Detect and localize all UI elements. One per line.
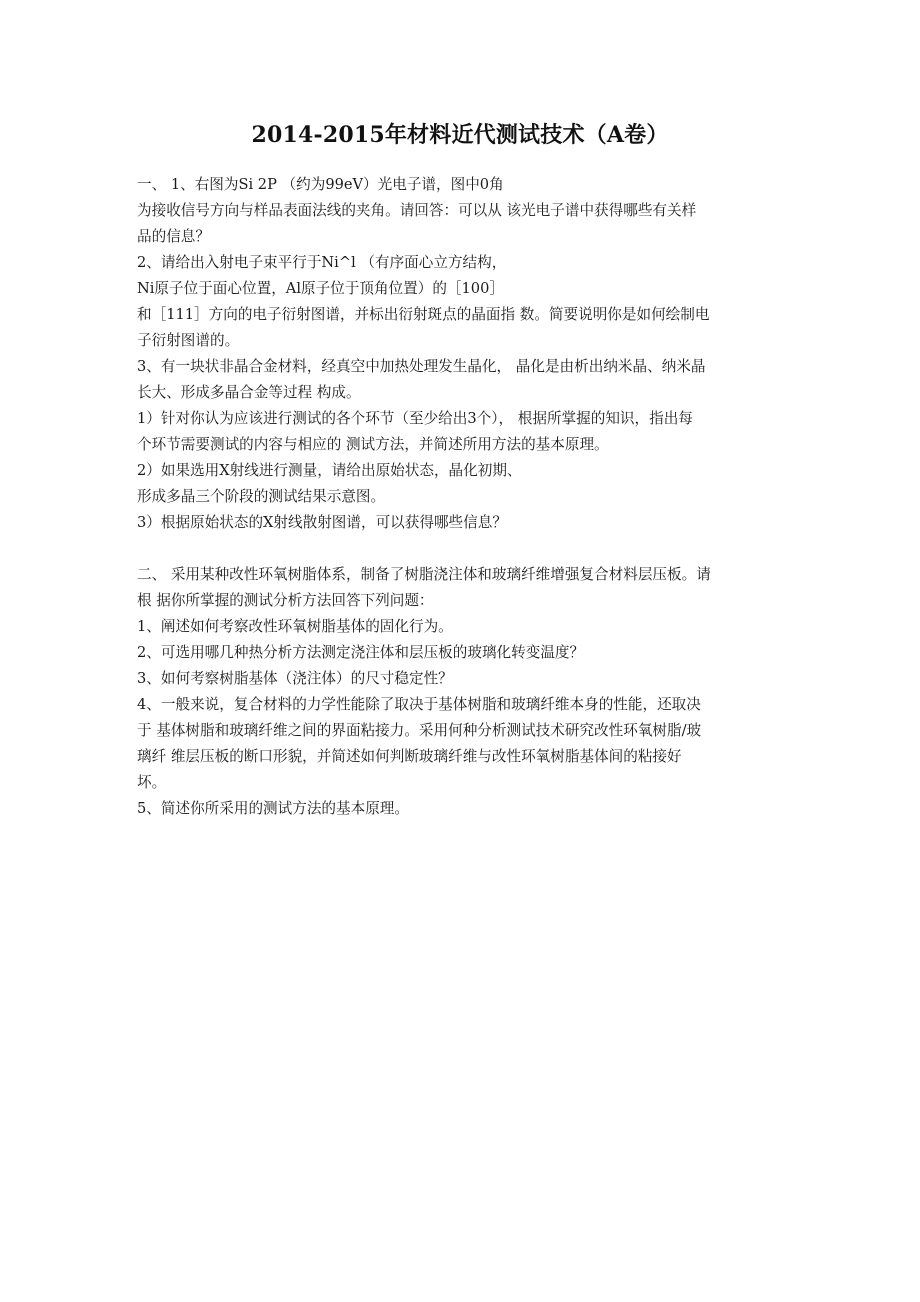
text-line: 坏。 <box>137 774 167 791</box>
text-line: 个环节需要测试的内容与相应的 测试方法，并简述所用方法的基本原理。 <box>137 436 609 453</box>
text-line: 品的信息？ <box>137 228 210 245</box>
text-line: 一、 1、右图为Si 2P （约为99eV）光电子谱，图中0角 <box>137 176 504 193</box>
text-line: 2、可选用哪几种热分析方法测定浇注体和层压板的玻璃化转变温度？ <box>137 644 585 661</box>
section-gap <box>137 536 787 562</box>
text-line: 二、 采用某种改性环氧树脂体系，制备了树脂浇注体和玻璃纤维增强复合材料层压板。请 <box>137 566 711 583</box>
text-line: 子衍射图谱的。 <box>137 332 240 349</box>
section-2 <box>137 562 787 822</box>
text-line: 2）如果选用X射线进行测量，请给出原始状态，晶化初期、 <box>137 462 522 479</box>
text-line: 3、如何考察树脂基体（浇注体）的尺寸稳定性？ <box>137 670 453 687</box>
text-line: 为接收信号方向与样品表面法线的夹角。请回答：可以从 该光电子谱中获得哪些有关样 <box>137 202 697 219</box>
document-body <box>137 172 787 822</box>
text-line: 长大、形成多晶合金等过程 构成。 <box>137 384 361 401</box>
text-line: 2、请给出入射电子束平行于Ni^l （有序面心立方结构， <box>137 254 507 271</box>
text-line: 形成多晶三个阶段的测试结果示意图。 <box>137 488 386 505</box>
text-line: 3）根据原始状态的X射线散射图谱，可以获得哪些信息？ <box>137 514 507 531</box>
text-line: 于 基体树脂和玻璃纤维之间的界面粘接力。采用何种分析测试技术研究改性环氧树脂/玻 <box>137 722 702 739</box>
text-line: 1）针对你认为应该进行测试的各个环节（至少给出3个）， 根据所掌握的知识，指出每 <box>137 410 693 427</box>
text-line: 5、简述你所采用的测试方法的基本原理。 <box>137 800 409 817</box>
text-line: 和［111］方向的电子衍射图谱，并标出衍射斑点的晶面指 数。简要说明你是如何绘制电 <box>137 306 710 323</box>
text-line: 4、一般来说，复合材料的力学性能除了取决于基体树脂和玻璃纤维本身的性能，还取决 <box>137 696 701 713</box>
text-line: 根 据你所掌握的测试分析方法回答下列问题： <box>137 592 434 609</box>
section-1 <box>137 172 787 536</box>
text-line: 1、阐述如何考察改性环氧树脂基体的固化行为。 <box>137 618 453 635</box>
text-line: 璃纤 维层压板的断口形貌，并简述如何判断玻璃纤维与改性环氧树脂基体间的粘接好 <box>137 748 682 765</box>
text-line: Ni原子位于面心位置，Al原子位于顶角位置）的［100］ <box>137 280 504 297</box>
text-line: 3、有一块状非晶合金材料，经真空中加热处理发生晶化， 晶化是由析出纳米晶、纳米晶 <box>137 358 706 375</box>
document-title: 2014-2015年材料近代测试技术（A卷） <box>251 122 669 148</box>
